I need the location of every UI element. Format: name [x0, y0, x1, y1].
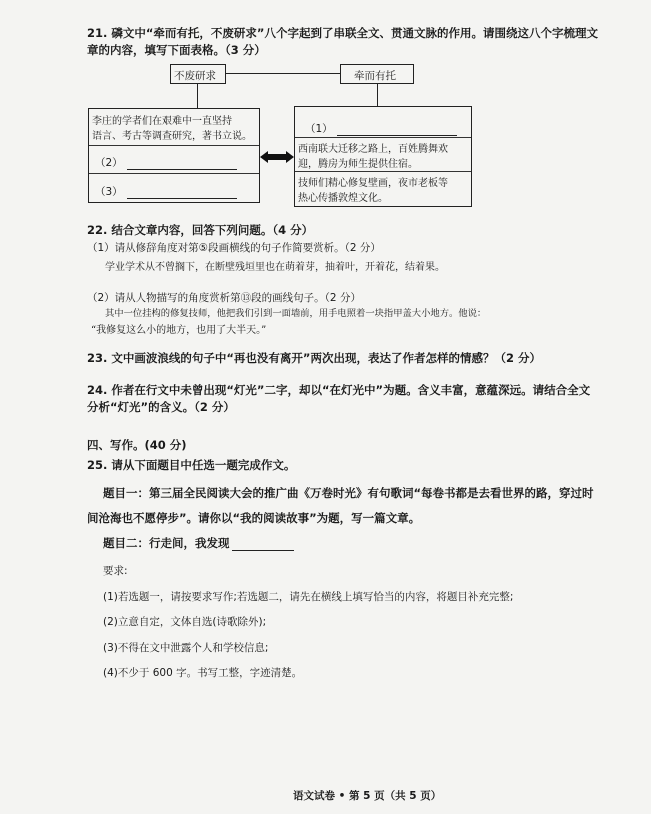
label-box-right	[340, 64, 414, 84]
double-arrow-icon	[260, 150, 294, 164]
q22-stem: 22. 结合文章内容，回答下列问题。（4 分）	[87, 223, 314, 237]
right-row-divider-2	[295, 171, 471, 172]
q25-stem: 25. 请从下面题目中任选一题完成作文。	[87, 458, 296, 472]
left-row-divider-1	[89, 145, 259, 146]
right-blank-1-label: （1）	[305, 123, 333, 135]
topic2	[103, 535, 294, 551]
q22-sub2-text-line2: “我修复这么小的地方，也用了大半天。”	[91, 325, 267, 336]
page-footer: 语文试卷 • 第 5 页（共 5 页）	[293, 790, 442, 802]
left-blank-2	[95, 155, 237, 170]
connector-right-down	[377, 84, 378, 106]
left-blank-3-label: （3）	[95, 186, 123, 198]
q21-stem-line1: 21. 磷文中“牵而有托，不废研求”八个字起到了串联全文、贯通文脉的作用。请围绕这八个字梳理文	[87, 26, 598, 40]
q22-sub1-text: 学业学术从不曾搁下，在断壁残垣里也在萌着芽，抽着叶，开着花，结着果。	[105, 262, 445, 273]
q23-stem: 23. 文中画波浪线的句子中“再也没有离开”两次出现，表达了作者怎样的情感？（2 分）	[87, 351, 541, 365]
topic1-line2: 间沧海也不愿停步”。请你以“我的阅读故事”为题，写一篇文章。	[87, 511, 421, 525]
right-blank-1	[305, 121, 457, 136]
requirement-3: (3)不得在文中泄露个人和学校信息;	[103, 642, 269, 654]
requirement-1: (1)若选题一，请按要求写作;若选题二，请先在横线上填写恰当的内容，将题目补充完整;	[103, 591, 514, 603]
right-text2-line1: 技师们精心修复壁画，夜市老板等	[298, 178, 448, 189]
right-text1-line1: 西南联大迁移之路上，百姓腾舞欢	[298, 144, 448, 155]
label-box-left-text: 不废研求	[174, 70, 216, 82]
right-row-divider-1	[295, 137, 471, 138]
topic2-blank-line	[232, 539, 294, 551]
q22-sub1: （1）请从修辞角度对第⑤段画横线的句子作简要赏析。（2 分）	[87, 242, 381, 254]
requirement-4: (4)不少于 600 字。书写工整，字迹清楚。	[103, 667, 303, 679]
q21-stem-line2: 章的内容，填写下面表格。（3 分）	[87, 43, 266, 57]
topic2-text: 题目二：行走间，我发现	[103, 536, 230, 550]
left-table	[88, 108, 260, 203]
requirement-2: (2)立意自定，文体自选(诗歌除外);	[103, 616, 267, 628]
left-text-line1: 李庄的学者们在艰难中一直坚持	[92, 116, 232, 127]
connector-left-down	[197, 84, 198, 108]
right-table	[294, 106, 472, 207]
topic1-line1: 题目一：第三届全民阅读大会的推广曲《万卷时光》有句歌词“每卷书都是去看世界的路，穿过时	[103, 486, 594, 500]
left-blank-3-line	[127, 187, 237, 199]
right-text1-line2: 迎，腾房为师生提供住宿。	[298, 159, 418, 170]
left-blank-2-label: （2）	[95, 157, 123, 169]
left-row-divider-2	[89, 173, 259, 174]
q24-stem-line1: 24. 作者在行文中未曾出现“灯光”二字，却以“在灯光中”为题。含义丰富，意蕴深远。请结合全文	[87, 383, 591, 397]
writing-section-title: 四、写作。(40 分)	[87, 438, 187, 452]
right-text2-line2: 热心传播敦煌文化。	[298, 193, 388, 204]
connector-line	[226, 73, 340, 74]
right-blank-1-line	[337, 124, 457, 136]
requirements-title: 要求:	[103, 565, 128, 577]
q22-sub2-text-line1: 其中一位挂构的修复技师，他把我们引到一面墙前，用手电照着一块指甲盖大小地方。他说：	[105, 308, 487, 319]
label-box-left	[170, 64, 226, 84]
q24-stem-line2: 分析“灯光”的含义。（2 分）	[87, 400, 235, 414]
label-box-right-text: 牵而有托	[354, 70, 396, 82]
q22-sub2: （2）请从人物描写的角度赏析第⑬段的画线句子。（2 分）	[87, 292, 361, 304]
left-blank-3	[95, 184, 237, 199]
left-text-line2: 语言、考古等调查研究，著书立说。	[92, 131, 252, 142]
left-blank-2-line	[127, 158, 237, 170]
